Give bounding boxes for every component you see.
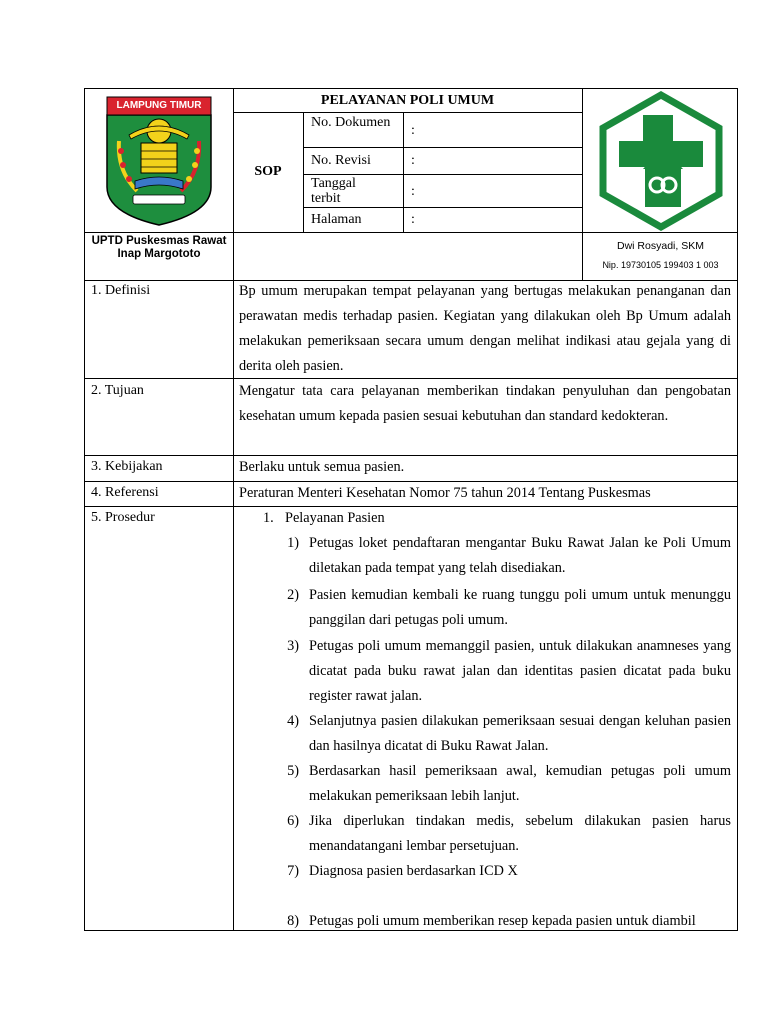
divider (85, 232, 738, 233)
divider (85, 481, 738, 482)
field-label-tanggal-terbit: Tanggal terbit (311, 176, 356, 206)
document-title: PELAYANAN POLI UMUM (320, 93, 495, 108)
step-number: 7) (287, 863, 299, 879)
divider (233, 112, 582, 113)
district-banner: LAMPUNG TIMUR (116, 100, 202, 111)
step-text: Diagnosa pasien berdasarkan ICD X (309, 863, 518, 879)
field-label-no-dokumen: No. Dokumen (311, 115, 391, 130)
field-value-no-dokumen: : (411, 123, 415, 138)
divider (303, 112, 304, 232)
field-label-halaman: Halaman (311, 212, 362, 227)
section-label-tujuan: 2. Tujuan (91, 383, 144, 398)
step-number: 3) (287, 638, 299, 654)
step-text: Petugas poli umum memberikan resep kepada pasien untuk diambil (309, 913, 696, 929)
step-text: Pasien kemudian kembali ke ruang tunggu poli umum untuk menunggu panggilan dari petugas poli umum. (309, 587, 731, 628)
step-number: 1) (287, 535, 299, 551)
divider (303, 207, 582, 208)
field-value-no-revisi: : (411, 153, 415, 168)
step-text: Jika diperlukan tindakan medis, sebelum dilakukan pasien harus menandatangani lembar persetujuan. (309, 813, 731, 854)
signer-nip: Nip. 19730105 199403 1 003 (602, 260, 719, 270)
step-text: Berdasarkan hasil pemeriksaan awal, kemudian petugas poli umum melakukan pemeriksaan lebih lanjut. (309, 763, 731, 804)
step-text: Selanjutnya pasien dilakukan pemeriksaan sesuai dengan keluhan pasien dan hasilnya dicatat di Buku Rawat Jalan. (309, 713, 731, 754)
section-text-kebijakan: Berlaku untuk semua pasien. (239, 459, 405, 475)
signer-name: Dwi Rosyadi, SKM (617, 240, 704, 252)
step-number: 6) (287, 813, 299, 829)
step-number: 5) (287, 763, 299, 779)
puskesmas-icon (591, 91, 731, 231)
step-text: Petugas loket pendaftaran mengantar Buku Rawat Jalan ke Poli Umum diletakan pada tempat yang telah disediakan. (309, 535, 731, 576)
lampung-timur-emblem (99, 95, 219, 227)
step-text: Petugas poli umum memanggil pasien, untuk dilakukan anamneses yang dicatat pada buku rawat jalan dan identitas pasien dicatat pada buku register rawat jalan. (309, 638, 731, 704)
section-label-prosedur: 5. Prosedur (91, 510, 155, 525)
sop-label: SOP (254, 164, 282, 179)
step-number: 2) (287, 587, 299, 603)
org-name: UPTD Puskesmas Rawat Inap Margototo (91, 235, 227, 260)
step-number: 8) (287, 913, 299, 929)
sub-heading: Pelayanan Pasien (285, 510, 385, 526)
section-text-definisi: Bp umum merupakan tempat pelayanan yang bertugas melakukan penanganan dan perawatan medis terhadap pasien. Kegiatan yang dilakukan oleh Bp Umum adalah melakukan pemeriksaan secara umum dengan melihat indikasi atau gejala yang di derita oleh pasien. (239, 283, 731, 374)
field-label-no-revisi: No. Revisi (311, 153, 371, 168)
section-text-tujuan: Mengatur tata cara pelayanan memberikan tindakan penyuluhan dan pengobatan kesehatan umum kepada pasien sesuai kebutuhan dan standard kedokteran. (239, 383, 731, 424)
step-number: 4) (287, 713, 299, 729)
section-text-referensi: Peraturan Menteri Kesehatan Nomor 75 tahun 2014 Tentang Puskesmas (239, 485, 651, 501)
divider (233, 89, 234, 280)
divider (403, 112, 404, 232)
emblem-icon (99, 95, 219, 227)
section-label-referensi: 4. Referensi (91, 485, 159, 500)
sub-number: 1. (263, 510, 274, 526)
section-label-kebijakan: 3. Kebijakan (91, 459, 163, 474)
sop-document (84, 88, 738, 931)
section-label-definisi: 1. Definisi (91, 283, 151, 298)
divider (303, 147, 582, 148)
field-value-tanggal-terbit: : (411, 184, 415, 199)
divider (303, 174, 582, 175)
divider (85, 455, 738, 456)
puskesmas-logo (591, 91, 731, 231)
field-value-halaman: : (411, 212, 415, 227)
divider (85, 506, 738, 507)
